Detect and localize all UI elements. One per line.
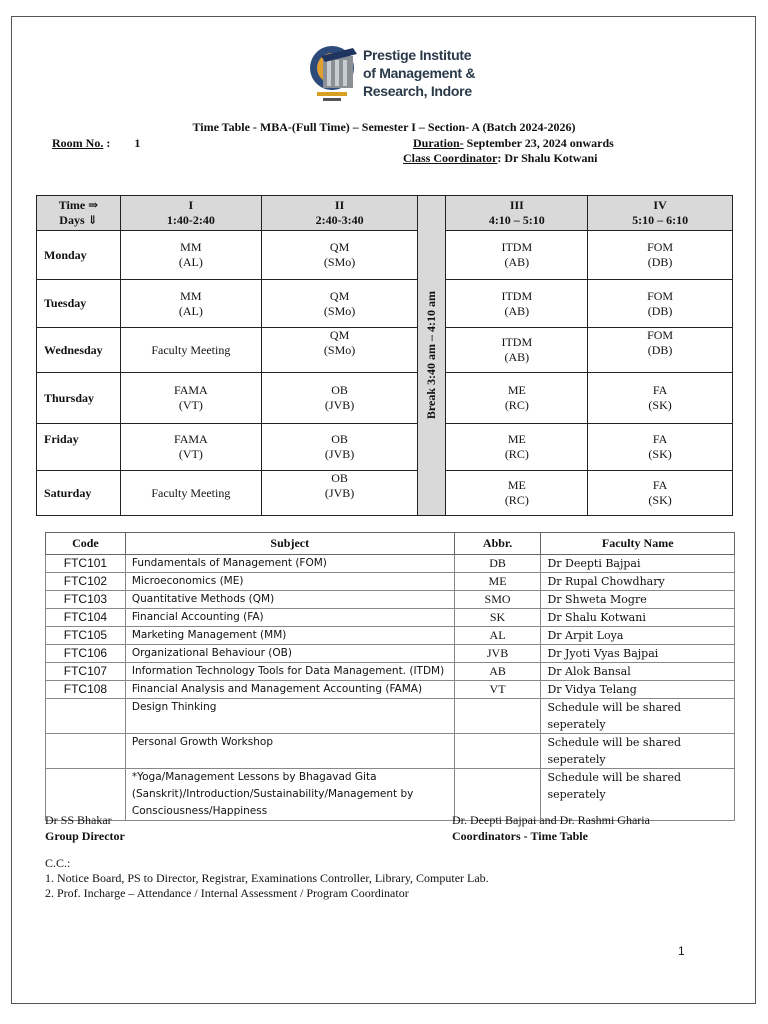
institute-name [363,46,475,100]
subject-name: Fundamentals of Management (FOM) [125,555,454,573]
faculty-name: Dr Deepti Bajpai [541,555,735,573]
subject-row [46,555,735,573]
faculty-abbr: (DB) [647,343,673,357]
period-num: I [188,198,194,212]
subject-abbr: VT [454,681,541,699]
subject-name: Microeconomics (ME) [125,573,454,591]
subject-row [46,609,735,627]
day-row [37,280,733,328]
subject-code: FTC105 [46,627,126,645]
day-label: Tuesday [37,280,121,328]
corner-time: Time ⇒ [58,198,99,212]
faculty-name: Dr Jyoti Vyas Bajpai [541,645,735,663]
faculty-name: Schedule will be shared seperately [541,769,735,821]
subject-abbr: AL [454,627,541,645]
class-cell [120,328,261,373]
duration [413,136,614,151]
subject-name: Marketing Management (MM) [125,627,454,645]
subject-row [46,573,735,591]
subject-code: FTC107 [46,663,126,681]
period-header [120,196,261,231]
faculty-abbr: (SK) [648,398,672,412]
faculty-abbr: (JVB) [324,486,355,500]
subject-name: Personal Growth Workshop [125,734,454,769]
subject-row [46,591,735,609]
period-header [261,196,418,231]
faculty-abbr: (SK) [648,447,672,461]
subject-abbr: SK [454,609,541,627]
class-cell [120,373,261,424]
course-code: ME [507,432,526,446]
institute-name-line-2: of Management & [363,65,476,81]
subject-code [46,734,126,769]
period-num: III [509,198,524,212]
period-header [588,196,733,231]
room-label: Room No. [52,136,104,150]
faculty-abbr: (AB) [504,303,530,318]
page-number: 1 [678,944,685,958]
faculty-abbr: (SMo) [323,343,356,357]
faculty-name: Dr Shweta Mogre [541,591,735,609]
subject-row [46,699,735,734]
course-code: ITDM [501,240,533,254]
cc-section [45,856,489,901]
course-code: OB [331,471,348,485]
cc-label: C.C.: [45,856,71,870]
course-code: OB [331,383,348,397]
course-code: FOM [647,240,674,254]
class-cell [261,280,418,328]
faculty-abbr: (SMo) [323,255,356,269]
class-cell [588,231,733,280]
course-code: FAMA [173,383,208,397]
duration-value: September 23, 2024 onwards [463,136,614,150]
course-code: QM [329,288,350,303]
subject-name: Financial Analysis and Management Accounting (FAMA) [125,681,454,699]
subject-row [46,734,735,769]
course-code: ITDM [501,288,533,303]
subject-abbr: ME [454,573,541,591]
day-row [37,328,733,373]
class-cell [261,231,418,280]
faculty-name: Schedule will be shared seperately [541,699,735,734]
subject-abbr [454,699,541,734]
day-row [37,471,733,516]
class-cell [446,231,588,280]
class-cell [120,280,261,328]
col-header-faculty: Faculty Name [541,533,735,555]
faculty-abbr: (DB) [647,255,673,269]
cc-line: 1. Notice Board, PS to Director, Registrar, Examinations Controller, Library, Computer Lab. [45,871,489,885]
course-code: FOM [647,328,674,342]
timetable-grid [36,195,733,516]
signature-coordinators [452,812,650,844]
timetable-title: Time Table - MBA-(Full Time) – Semester I – Section- A (Batch 2024-2026) [192,120,576,134]
director-name: Dr SS Bhakar [45,813,112,827]
subject-header-row [46,533,735,555]
cc-line: 2. Prof. Incharge – Attendance / Internal Assessment / Program Coordinator [45,886,409,900]
col-header-subject: Subject [125,533,454,555]
course-code: FA [652,478,668,492]
subject-name: Financial Accounting (FA) [125,609,454,627]
subject-row [46,681,735,699]
faculty-abbr: (JVB) [324,398,355,412]
course-code: Faculty Meeting [151,342,231,357]
subject-name: Information Technology Tools for Data Management. (ITDM) [125,663,454,681]
faculty-name: Schedule will be shared seperately [541,734,735,769]
subject-abbr: AB [454,663,541,681]
faculty-name: Dr Vidya Telang [541,681,735,699]
day-row [37,424,733,471]
faculty-abbr: (AL) [178,255,203,269]
period-num: IV [653,198,667,212]
class-cell [120,471,261,516]
class-cell [446,280,588,328]
class-cell [120,231,261,280]
course-code: ME [507,383,526,397]
room-sep: : [103,136,111,150]
subject-abbr: JVB [454,645,541,663]
subject-name: *Yoga/Management Lessons by Bhagavad Gita (Sanskrit)/Introduction/Sustainability/Management by Consciousness/Happiness [125,769,454,821]
period-header [446,196,588,231]
faculty-name: Dr Rupal Chowdhary [541,573,735,591]
course-code: OB [331,432,348,446]
period-time: 5:10 – 6:10 [632,213,689,227]
day-label: Wednesday [37,328,121,373]
day-label: Saturday [37,471,121,516]
break-label: Break 3:40 am – 4:10 am [424,291,439,420]
faculty-abbr: (AL) [178,303,203,318]
faculty-abbr: (SK) [648,493,672,507]
faculty-abbr: (AB) [504,255,530,269]
class-cell [261,328,418,373]
class-cell [588,471,733,516]
course-code: MM [180,288,202,303]
corner-days: Days ⇓ [59,213,98,227]
day-row [37,373,733,424]
col-header-code: Code [46,533,126,555]
course-code: QM [329,240,350,254]
class-cell [588,373,733,424]
course-code: Faculty Meeting [151,485,231,500]
subject-code [46,699,126,734]
faculty-abbr: (RC) [504,493,529,507]
subject-table [45,532,735,821]
faculty-name: Dr Shalu Kotwani [541,609,735,627]
subject-abbr: SMO [454,591,541,609]
subject-name: Quantitative Methods (QM) [125,591,454,609]
course-code: ME [507,478,526,492]
faculty-abbr: (VT) [178,447,203,461]
course-code: QM [329,328,350,342]
class-cell [261,471,418,516]
coordinator-label: Class Coordinator [403,151,498,165]
signature-director [45,812,125,844]
faculty-name: Dr Arpit Loya [541,627,735,645]
course-code: FAMA [173,432,208,446]
course-code: FA [652,432,668,446]
subject-code: FTC103 [46,591,126,609]
faculty-abbr: (VT) [178,398,203,412]
subject-code: FTC102 [46,573,126,591]
subject-row [46,663,735,681]
course-code: FA [652,383,668,397]
subject-name: Organizational Behaviour (OB) [125,645,454,663]
class-cell [446,328,588,373]
period-num: II [334,198,345,212]
director-title: Group Director [45,829,125,843]
class-cell [120,424,261,471]
day-row [37,231,733,280]
day-label: Monday [37,231,121,280]
class-cell [446,424,588,471]
class-cell [588,280,733,328]
room-value: 1 [134,136,141,150]
subject-name: Design Thinking [125,699,454,734]
course-code: ITDM [501,335,533,349]
room-number [52,136,140,151]
institute-name-line-1: Prestige Institute [363,47,472,63]
period-time: 4:10 – 5:10 [488,213,545,227]
institute-name-line-3: Research, Indore [363,83,472,99]
break-column [418,196,446,516]
duration-label: Duration- [413,136,464,150]
class-coordinator [403,151,597,166]
period-time: 2:40-3:40 [315,213,364,227]
class-cell [446,471,588,516]
timetable-header-row [37,196,733,231]
coordinator-value: : Dr Shalu Kotwani [497,151,598,165]
coordinators-title: Coordinators - Time Table [452,829,588,843]
class-cell [261,424,418,471]
faculty-abbr: (RC) [504,398,529,412]
faculty-abbr: (JVB) [324,447,355,461]
subject-row [46,627,735,645]
subject-code: FTC101 [46,555,126,573]
subject-row [46,645,735,663]
course-code: MM [180,240,202,254]
subject-code: FTC108 [46,681,126,699]
subject-code: FTC106 [46,645,126,663]
faculty-abbr: (RC) [504,447,529,461]
class-cell [588,424,733,471]
class-cell [446,373,588,424]
class-cell [588,328,733,373]
subject-abbr: DB [454,555,541,573]
faculty-name: Dr Alok Bansal [541,663,735,681]
subject-abbr [454,734,541,769]
coordinators-names: Dr. Deepti Bajpai and Dr. Rashmi Gharia [452,813,650,827]
corner-header [37,196,121,231]
faculty-abbr: (DB) [647,303,673,318]
subject-code: FTC104 [46,609,126,627]
col-header-abbr: Abbr. [454,533,541,555]
faculty-abbr: (SMo) [323,303,356,318]
day-label: Thursday [37,373,121,424]
faculty-abbr: (AB) [504,350,530,364]
class-cell [261,373,418,424]
period-time: 1:40-2:40 [166,213,215,227]
day-label: Friday [37,424,121,471]
course-code: FOM [647,288,674,303]
